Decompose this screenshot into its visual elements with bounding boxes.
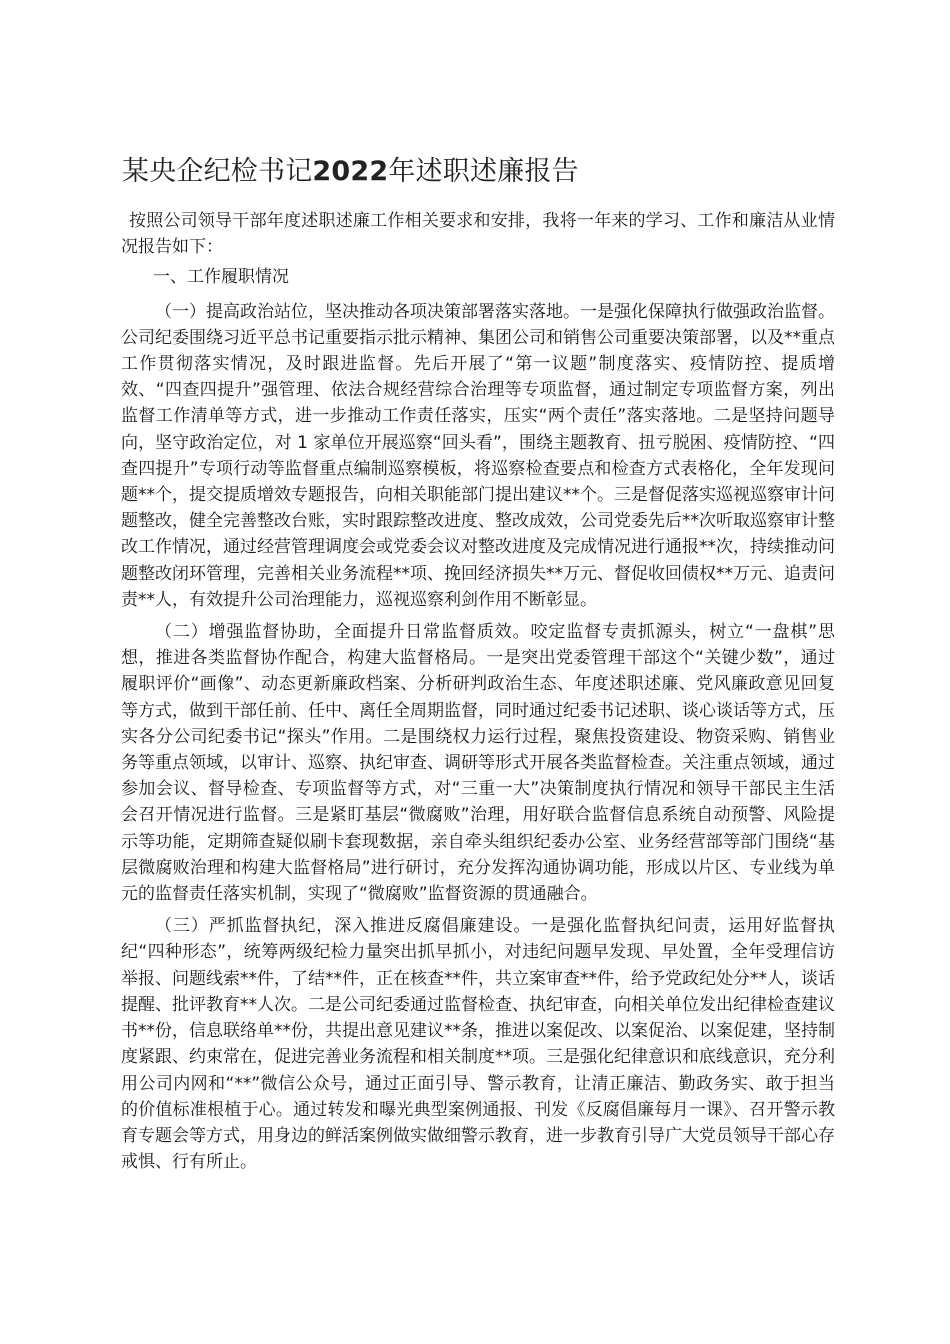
- title-year: 2022: [312, 156, 389, 187]
- paragraph-political-stance: （一）提高政治站位，坚决推动各项决策部署落实落地。一是强化保障执行做强政治监督。公司纪委围绕习近平总书记重要指示批示精神、集团公司和销售公司重要决策部署，以及**重点工作贯彻落实情况，及时跟进监督。先后开展了“第一议题”制度落实、疫情防控、提质增效、“四查四提升”强管理、依法合规经营综合治理等专项监督，通过制定专项监督方案，列出监督工作清单等方式，进一步推动工作责任落实，压实“两个责任”落实落地。二是坚持问题导向，坚守政治定位，对 1 家单位开展巡察“回头看”，围绕主题教育、扭亏脱困、疫情防控、“四查四提升”专项行动等监督重点编制巡察模板，将巡察检查要点和检查方式表格化，全年发现问题**个，提交提质增效专题报告，向相关职能部门提出建议**个。三是督促落实巡视巡察审计问题整改，健全完善整改台账，实时跟踪整改进度、整改成效，公司党委先后**次听取巡察审计整改工作情况，通过经营管理调度会或党委会议对整改进度及完成情况进行通报**次，持续推动问题整改闭环管理，完善相关业务流程**项、挽回经济损失**万元、督促收回债权**万元、追责问责**人，有效提升公司治理能力，巡视巡察利剑作用不断彰显。: [121, 301, 835, 610]
- paragraph-discipline-enforcement: （三）严抓监督执纪，深入推进反腐倡廉建设。一是强化监督执纪问责，运用好监督执纪“四种形态”，统筹两级纪检力量突出抓早抓小，对违纪问题早发现、早处置，全年受理信访举报、问题线索**件，了结**件，正在核查**件，共立案审查**件，给予党政纪处分**人，谈话提醒、批评教育**人次。二是公司纪委通过监督检查、执纪审查，向相关单位发出纪律检查建议书**份，信息联络单**份，共提出意见建议**条，推进以案促改、以案促治、以案促建，坚持制度紧跟、约束常在，促进完善业务流程和相关制度**项。三是强化纪律意识和底线意识，充分利用公司内网和“**”微信公众号，通过正面引导、警示教育，让清正廉洁、勤政务实、敢于担当的价值标准根植于心。通过转发和曝光典型案例通报、刊发《反腐倡廉每月一课》、召开警示教育专题会等方式，用身边的鲜活案例做实做细警示教育，进一步教育引导广大党员领导干部心存戒惧、行有所止。: [121, 916, 835, 1173]
- document-body: [121, 208, 835, 1181]
- document-title: [122, 152, 842, 192]
- title-suffix: 年述职述廉报告: [388, 156, 579, 187]
- paragraph-supervision-coordination: （二）增强监督协助，全面提升日常监督质效。咬定监督专责抓源头，树立“一盘棋”思想，推进各类监督协作配合，构建大监督格局。一是突出党委管理干部这个“关键少数”，通过履职评价“画像”、动态更新廉政档案、分析研判政治生态、年度述职述廉、党风廉政意见回复等方式，做到干部任前、任中、离任全周期监督，同时通过纪委书记述职、谈心谈话等方式，压实各分公司纪委书记“探头”作用。二是围绕权力运行过程，聚焦投资建设、物资采购、销售业务等重点领域，以审计、巡察、执纪审查、调研等形式开展各类监督检查。关注重点领域，通过参加会议、督导检查、专项监督等方式，对“三重一大”决策制度执行情况和领导干部民主生活会召开情况进行监督。三是紧盯基层“微腐败”治理，用好联合监督信息系统自动预警、风险提示等功能，定期筛查疑似刷卡套现数据，亲自牵头组织纪委办公室、业务经营部等部门围绕“基层微腐败治理和构建大监督格局”进行研讨，充分发挥沟通协调功能，形成以片区、专业线为单元的监督责任落实机制，实现了“微腐败”监督资源的贯通融合。: [121, 622, 835, 905]
- intro-paragraph: 按照公司领导干部年度述职述廉工作相关要求和安排，我将一年来的学习、工作和廉洁从业情况报告如下：: [121, 211, 835, 258]
- title-prefix: 某央企纪检书记: [122, 156, 313, 187]
- section-heading: 一、工作履职情况: [153, 267, 289, 288]
